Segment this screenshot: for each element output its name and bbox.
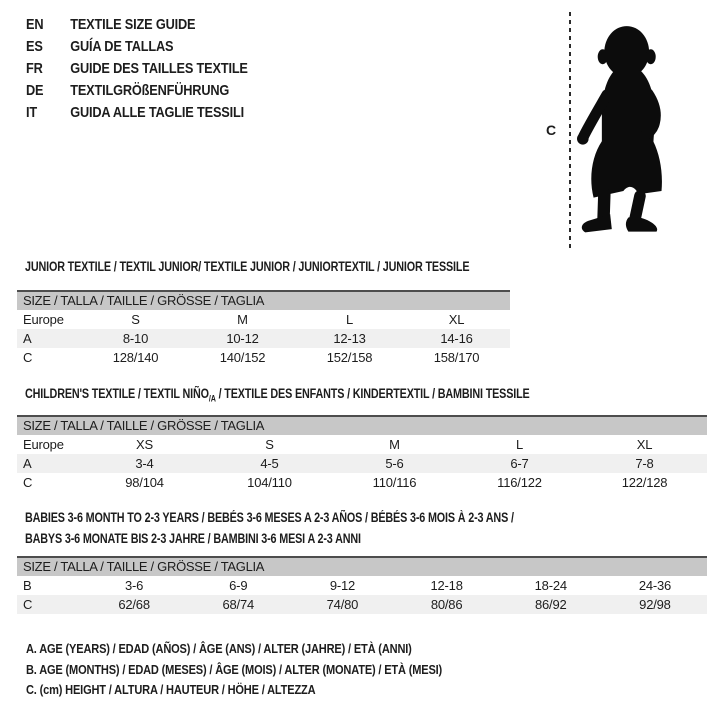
- size-header-band: SIZE / TALLA / TAILLE / GRÖSSE / TAGLIA: [17, 417, 707, 435]
- children-size-table: [17, 415, 707, 492]
- language-row: [26, 102, 248, 124]
- table-row-height: [17, 473, 707, 492]
- size-cell: 86/92: [535, 597, 567, 612]
- size-cell: 152/158: [326, 350, 373, 365]
- size-cell: 68/74: [222, 597, 255, 612]
- language-row: [26, 36, 248, 58]
- toddler-silhouette-icon: [577, 4, 693, 252]
- size-cell: 104/110: [247, 475, 292, 490]
- row-label: C: [23, 475, 33, 490]
- row-label: A: [23, 331, 32, 346]
- size-cell: 92/98: [639, 597, 671, 612]
- size-cell: S: [131, 312, 140, 327]
- size-header-band: SIZE / TALLA / TAILLE / GRÖSSE / TAGLIA: [17, 292, 510, 310]
- size-cell: 122/128: [621, 475, 668, 490]
- note-age-months: B. AGE (MONTHS) / EDAD (MESES) / ÂGE (MOIS) / ALTER (MONATE) / ETÀ (MESI): [26, 661, 443, 677]
- babies-title-line: BABYS 3-6 MONATE BIS 2-3 JAHRE / BAMBINI 3-6 MESI A 2-3 ANNI: [25, 531, 361, 546]
- size-cell: S: [265, 437, 274, 452]
- language-code: FR: [26, 60, 43, 77]
- size-cell: 74/80: [326, 597, 359, 612]
- language-title: GUIDA ALLE TAGLIE TESSILI: [70, 104, 244, 121]
- children-title-part: / TEXTILE DES ENFANTS / KINDERTEXTIL / BAMBINI TESSILE: [215, 386, 530, 401]
- language-title: GUÍA DE TALLAS: [70, 38, 174, 55]
- language-row: [26, 14, 248, 36]
- size-cell: 80/86: [430, 597, 463, 612]
- size-cell: 24-36: [638, 578, 672, 593]
- legend-notes: [26, 639, 442, 701]
- size-cell: L: [345, 312, 354, 327]
- table-row-age: [17, 454, 707, 473]
- table-row-height: [17, 595, 707, 614]
- size-cell: 62/68: [118, 597, 150, 612]
- size-cell: 10-12: [226, 331, 259, 346]
- size-cell: M: [389, 437, 400, 452]
- size-cell: M: [237, 312, 248, 327]
- language-row: [26, 58, 248, 80]
- size-cell: 6-7: [510, 456, 529, 471]
- size-cell: 140/152: [219, 350, 266, 365]
- size-cell: 14-16: [440, 331, 473, 346]
- row-label: Europe: [23, 437, 64, 452]
- table-row-age-months: [17, 576, 707, 595]
- size-cell: 12-13: [333, 331, 366, 346]
- size-cell: 7-8: [635, 456, 654, 471]
- row-label: C: [23, 597, 33, 612]
- size-cell: 128/140: [112, 350, 159, 365]
- language-title: TEXTILGRÖßENFÜHRUNG: [70, 82, 230, 99]
- language-title: GUIDE DES TAILLES TEXTILE: [70, 60, 248, 77]
- row-label: C: [23, 350, 33, 365]
- size-cell: 9-12: [329, 578, 356, 593]
- size-cell: 12-18: [430, 578, 463, 593]
- size-cell: 3-6: [124, 578, 144, 593]
- size-cell: XS: [136, 437, 153, 452]
- height-dotted-line: [569, 12, 571, 248]
- row-label: A: [23, 456, 32, 471]
- babies-title-line: BABIES 3-6 MONTH TO 2-3 YEARS / BEBÉS 3-6 MESES A 2-3 AÑOS / BÉBÉS 3-6 MOIS À 2-3 ANS /: [25, 510, 514, 525]
- children-title-part: CHILDREN'S TEXTILE / TEXTIL NIÑO: [25, 386, 209, 401]
- language-code: IT: [26, 104, 37, 121]
- table-row-europe: [17, 435, 707, 454]
- size-cell: 3-4: [135, 456, 154, 471]
- size-header-band: SIZE / TALLA / TAILLE / GRÖSSE / TAGLIA: [17, 558, 707, 576]
- children-section-title: [25, 383, 530, 410]
- size-cell: 110/116: [372, 475, 417, 490]
- row-label: Europe: [23, 312, 64, 327]
- language-title: TEXTILE SIZE GUIDE: [70, 16, 196, 33]
- size-cell: 158/170: [433, 350, 480, 365]
- size-cell: 5-6: [385, 456, 404, 471]
- size-cell: 6-9: [229, 578, 248, 593]
- height-marker-label: C: [546, 122, 557, 138]
- language-code: ES: [26, 38, 43, 55]
- junior-section-title: JUNIOR TEXTILE / TEXTIL JUNIOR/ TEXTILE JUNIOR / JUNIORTEXTIL / JUNIOR TESSILE: [25, 259, 470, 274]
- language-code: DE: [26, 82, 44, 99]
- language-list: [26, 14, 248, 124]
- babies-size-table: [17, 556, 707, 614]
- language-row: [26, 80, 248, 102]
- table-row-europe: [17, 310, 510, 329]
- row-label: B: [23, 578, 32, 593]
- junior-size-table: [17, 290, 510, 367]
- size-cell: 8-10: [122, 331, 149, 346]
- table-row-age: [17, 329, 510, 348]
- note-height-cm: C. (cm) HEIGHT / ALTURA / HAUTEUR / HÖHE / ALTEZZA: [26, 682, 316, 697]
- note-age-years: A. AGE (YEARS) / EDAD (AÑOS) / ÂGE (ANS) / ALTER (JAHRE) / ETÀ (ANNI): [26, 641, 412, 656]
- size-cell: 18-24: [534, 578, 567, 593]
- babies-section-title: [25, 507, 514, 549]
- size-cell: 116/122: [497, 475, 542, 490]
- size-cell: 98/104: [125, 475, 164, 490]
- size-cell: XL: [636, 437, 653, 452]
- children-title-subscript: /A: [208, 393, 216, 404]
- language-code: EN: [26, 16, 44, 33]
- table-row-height: [17, 348, 510, 367]
- size-cell: L: [515, 437, 524, 452]
- size-cell: 4-5: [260, 456, 279, 471]
- size-cell: XL: [448, 312, 465, 327]
